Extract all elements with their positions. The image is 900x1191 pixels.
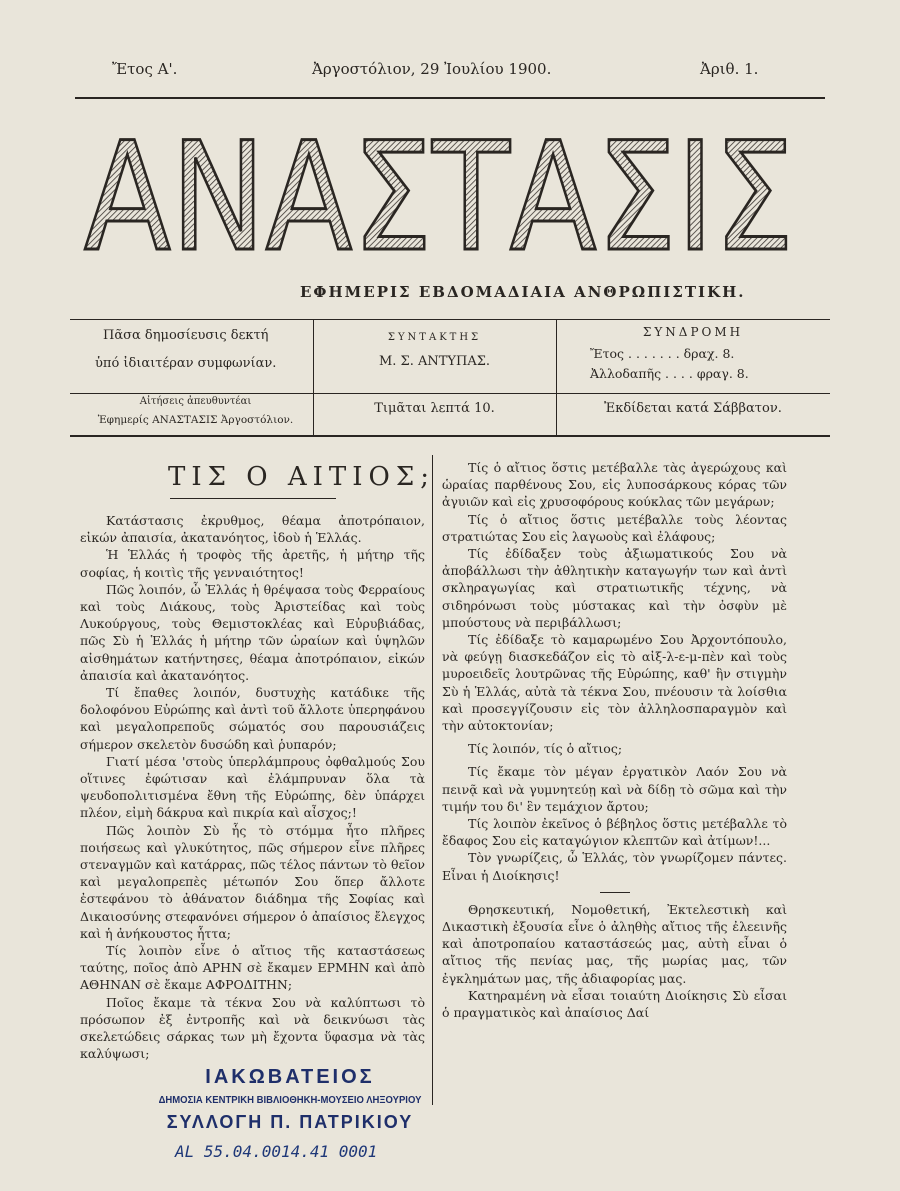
box-bottom-rule: [70, 435, 830, 437]
article-paragraph: Πῶς λοιπὸν Σὺ ἧς τὸ στόμμα ἦτο πλῆρες ποιήσεως καὶ γλυκύτητος, πῶς σήμερον εἶνε πλῆρες στεναγμῶν καὶ κατάρρας, πῶς τέλος πάντων τὸ θεῖον καὶ μεγαλοπρεπὲς μέτωπόν Σου ὅπερ ἄλλοτε ἐστεφάνου τὸ ἀθάνατον διάδημα τῆς Σοφίας καὶ Δικαιοσύνης στεφανόνει σήμερον ὁ ἀπαίσιος ἔλεγχος καὶ ἡ ἀνήκουστος ἧττα;: [80, 822, 425, 941]
article-paragraph: Τίς ἐδίδαξεν τοὺς ἀξιωματικούς Σου νὰ ἀποβάλλωσι τὴν ἀθλητικὴν καταγωγήν των καὶ ἀντὶ σκληραγωγίας καὶ στρατιωτικῆς τέχνης, νὰ σιδηρόνωσι τοὺς μύστακας καὶ τὴν ὀσφὺν μὲ μπούστους νὰ περιβάλλωσι;: [442, 546, 787, 630]
article-paragraph: Κατάστασις ἐκρυθμος, θέαμα ἀποτρόπαιον, εἰκών ἀπαισία, ἀκατανόητος, ἰδοὺ ἡ Ἑλλάς.: [80, 513, 425, 546]
section-separator: [600, 892, 630, 893]
price-label: Τιμᾶται λεπτά 10.: [374, 401, 495, 416]
stamp-line-2: ΔΗΜΟΣΙΑ ΚΕΝΤΡΙΚΗ ΒΙΒΛΙΟΘΗΚΗ-ΜΟΥΣΕΙΟ ΛΗΞΟΥΡΙΟΥ: [158, 1095, 422, 1106]
article-paragraph: Τίς λοιπόν, τίς ὁ αἴτιος;: [468, 741, 623, 757]
svg-text:ΑΝΑΣΤΑΣΙΣ: ΑΝΑΣΤΑΣΙΣ: [84, 111, 794, 285]
stamp-line-1: ΙΑΚΩΒΑΤΕΙΟΣ: [205, 1066, 375, 1088]
submission-line-2: ὑπό ἰδιαιτέραν συμφωνίαν.: [95, 356, 277, 371]
subscription-row-foreign: Ἀλλοδαπῆς . . . . φραγ. 8.: [590, 366, 749, 381]
article-paragraph: Τίς ἔκαμε τὸν μέγαν ἐργατικὸν Λαόν Σου νὰ πεινᾷ καὶ νὰ γυμνητεύῃ καὶ νὰ δίδῃ τὸ σῶμα καὶ τὴν τιμήν του δι' ἓν τεμάχιον ἄρτου;: [442, 764, 787, 814]
issue-number: Ἀριθ. 1.: [700, 60, 759, 78]
article-paragraph: Τί ἔπαθες λοιπόν, δυστυχὴς κατάδικε τῆς δολοφόνου Εὐρώπης καὶ ἀντὶ τοῦ ἄλλοτε ὑπερηφάνου καὶ μεγαλοπρεποῦς σώματός σου παρουσιάζεις σήμερον σκελετὸν δυσώδη καὶ ῥυπαρόν;: [80, 685, 425, 752]
article-paragraph: Γιατί μέσα 'στοὺς ὑπερλάμπρους ὀφθαλμούς Σου οἵτινες ἐφώτισαν καὶ ἐλάμπρυναν ὅλα τὰ ψευδοπολιτισμένα ἔθνη τῆς Εὐρώπης, δὲν ὑπάρχει πλέον, εἰμὴ δάκρυα καὶ πικρία καὶ αἶσχος;!: [80, 753, 425, 821]
box-mid-rule: [70, 393, 830, 394]
library-stamp: [150, 1066, 430, 1133]
editor-heading: ΣΥΝΤΑΚΤΗΣ: [387, 332, 482, 343]
publication-day: Ἐκδίδεται κατά Σάββατον.: [604, 401, 782, 416]
article-paragraph: Τίς λοιπὸν ἐκεῖνος ὁ βέβηλος ὅστις μετέβαλλε τὸ ἔδαφος Σου εἰς καταγώγιον κλεπτῶν καὶ ἀτίμων!...: [442, 816, 787, 849]
article-paragraph: Κατηραμένη νὰ εἶσαι τοιαύτη Διοίκησις Σὺ εἶσαι ὁ πραγματικὸς καὶ ἀπαίσιος Δαί: [442, 987, 787, 1021]
article-paragraph: Τίς ὁ αἴτιος ὅστις μετέβαλλε τὰς ἀγερώχους καὶ ὡραίας παρθένους Σου, εἰς λυποσάρκους κόρας τῶν ἀγυιῶν καὶ εἰς χρυσοφόρους κούκλας τῶν μεγάρων;: [442, 460, 787, 510]
article-left-column: [80, 512, 425, 1063]
article-right-column: [442, 459, 787, 1021]
masthead-title: [74, 111, 804, 285]
article-paragraph: Πῶς λοιπόν, ὦ Ἑλλάς ἡ θρέψασα τοὺς Φερραίους καὶ τοὺς Διάκους, τοὺς Ἀριστείδας καὶ τοὺς Λυκούργους, τοὺς Θεμιστοκλέας καὶ Εὐρυβιάδας, πῶς Σὺ ἡ Ἑλλάς ἡ μήτηρ τῶν ὡραίων καὶ ὑψηλῶν αἰσθημάτων κατήντησες, θέαμα ἀποτρόπαιον, εἰκών ἀπαισία καὶ ἀκατανόητος.: [80, 581, 425, 683]
article-paragraph: Τίς ὁ αἴτιος ὅστις μετέβαλλε τοὺς λέοντας στρατιώτας Σου εἰς λαγωοὺς καὶ ἐλάφους;: [442, 511, 787, 544]
submission-note: [95, 322, 305, 378]
article-title: ΤΙΣ Ο ΑΙΤΙΟΣ;: [168, 462, 435, 492]
article-paragraph: Τίς λοιπὸν εἶνε ὁ αἴτιος τῆς καταστάσεως ταύτης, ποῖος ἀπὸ ΑΡΗΝ σὲ ἔκαμεν ΕΡΜΗΝ καὶ ἀπὸ ΑΘΗΝΑΝ σὲ ἔκαμε ΑΦΡΟΔΙΤΗΝ;: [80, 943, 425, 993]
article-paragraph: Τὸν γνωρίζεις, ὦ Ἑλλάς, τὸν γνωρίζομεν πάντες. Εἶναι ἡ Διοίκησις!: [442, 850, 787, 883]
address-heading: Αἰτήσεις ἀπευθυντέαι: [139, 396, 252, 407]
article-title-underline: [170, 498, 336, 499]
subscription-rates: [590, 344, 749, 384]
address-line: Ἐφημερίς ΑΝΑΣΤΑΣΙΣ Ἀργοστόλιον.: [97, 414, 294, 426]
subscription-heading: ΣΥΝΔΡΟΜΗ: [642, 325, 744, 339]
subscription-row-annual: Ἔτος . . . . . . . δραχ. 8.: [590, 346, 735, 361]
article-paragraph: Τίς ἐδίδαξε τὸ καμαρωμένο Σου Ἀρχοντόπουλο, νὰ φεύγῃ διασκεδάζον εἰς τὸ αἰξ-λ-ε-μ-πὲν καὶ τοὺς μυροειδεῖς λουτρῶνας τῆς Εὐρώπης, καθ' ἣν στιγμὴν Σὺ ἡ Ἑλλάς, αὐτὰ τὰ τέκνα Σου, πνέουσιν τὰ λοίσθια καὶ προσεγγίζουσιν εἰς τὸν ἀλληλοσπαραγμὸν καὶ τὴν αὐτοκτονίαν;: [442, 632, 787, 734]
header-rule: [75, 97, 825, 99]
catalog-number: AL 55.04.0014.41 0001: [175, 1142, 378, 1161]
editor-name: Μ. Σ. ΑΝΤΥΠΑΣ.: [378, 354, 491, 369]
article-paragraph: Ἡ Ἑλλάς ἡ τροφὸς τῆς ἀρετῆς, ἡ μήτηρ τῆς σοφίας, ἡ κοιτὶς τῆς γενναιότητος!: [80, 547, 425, 580]
box-top-rule: [70, 319, 830, 320]
article-paragraph: Θρησκευτική, Νομοθετική, Ἐκτελεστικὴ καὶ Δικαστικὴ ἐξουσία εἶνε ὁ ἀληθὴς αἴτιος τῆς ἐλεεινῆς καὶ ἀποτροπαίου καταστάσεώς μας, αὐτὴ εἶναι ὁ αἴτιος τῆς πενίας μας, τῆς μωρίας μας, τῶν ἐγκλημάτων μας, τῆς ἀδιαφορίας μας.: [442, 901, 787, 986]
article-paragraph: Ποῖος ἔκαμε τὰ τέκνα Σου νὰ καλύπτωσι τὸ πρόσωπον ἐξ ἐντροπῆς καὶ νὰ δεικνύωσι τὰς σκελετώδεις σάρκας των μὴ ἔχοντα ὕφασμα νὰ τὰς καλύψωσι;: [80, 994, 425, 1062]
year-label: Ἔτος Α'.: [112, 60, 178, 78]
dateline: Ἀργοστόλιον, 29 Ἰουλίου 1900.: [312, 60, 552, 78]
masthead-subtitle: ΕΦΗΜΕΡΙΣ ΕΒΔΟΜΑΔΙΑΙΑ ΑΝΘΡΩΠΙΣΤΙΚΗ.: [300, 283, 746, 301]
stamp-line-3: ΣΥΛΛΟΓΗ Π. ΠΑΤΡΙΚΙΟΥ: [166, 1112, 414, 1132]
submission-line-1: Πᾶσα δημοσίευσις δεκτή: [103, 328, 269, 343]
column-divider: [432, 455, 433, 1105]
